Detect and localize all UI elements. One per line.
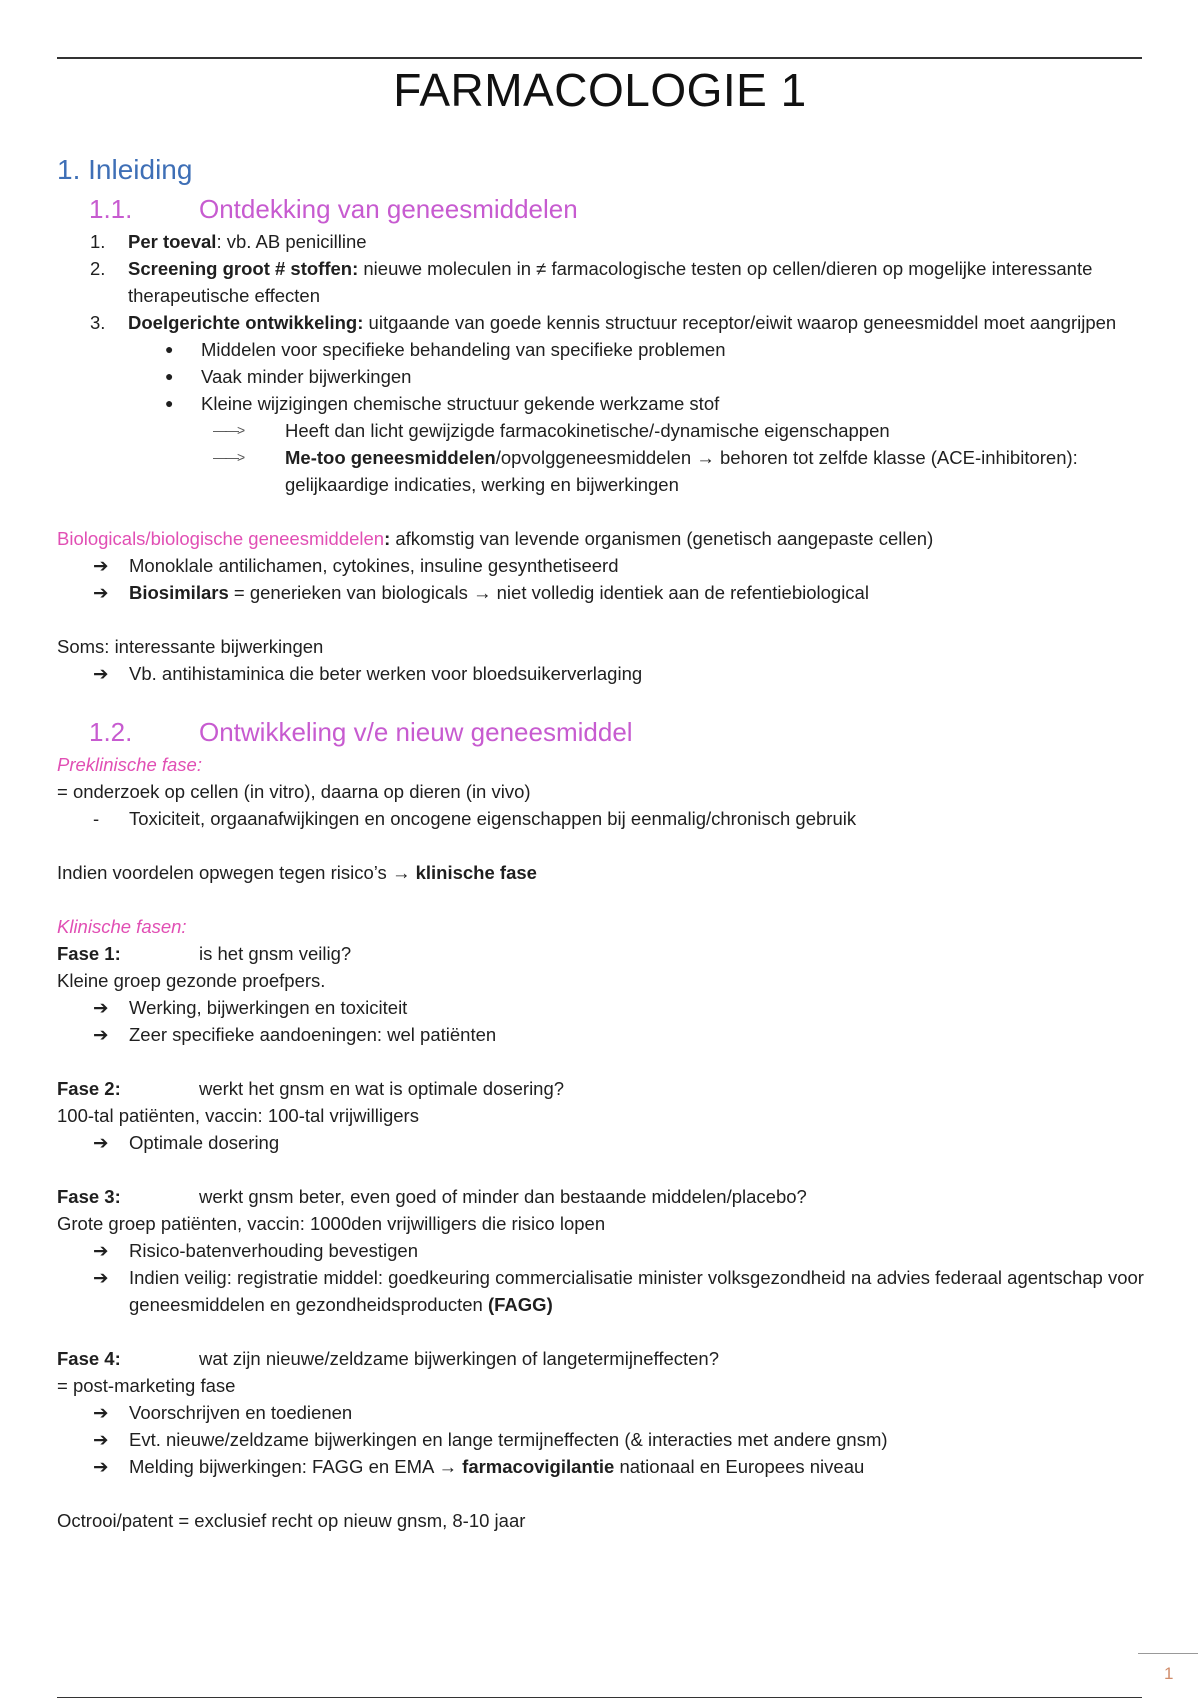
page-number-rule bbox=[1138, 1653, 1198, 1654]
fase-question: werkt het gnsm en wat is optimale dosering? bbox=[199, 1078, 565, 1099]
heading-1-2-number: 1.2. bbox=[89, 717, 133, 747]
arrow-text: Voorschrijven en toedienen bbox=[129, 1402, 353, 1423]
top-rule bbox=[57, 57, 1142, 59]
heading-1-1-title: Ontdekking van geneesmiddelen bbox=[199, 194, 578, 224]
arrow-item bbox=[57, 552, 1147, 579]
arrow-text: Vb. antihistaminica die beter werken voor bloedsuikerverlaging bbox=[129, 663, 643, 684]
arrow-icon: ➔ bbox=[93, 663, 109, 684]
page-title: FARMACOLOGIE 1 bbox=[393, 64, 807, 116]
arrow-text bbox=[129, 1264, 1147, 1318]
arrow-item bbox=[57, 1021, 1147, 1048]
item-number: 1. bbox=[90, 231, 106, 252]
fase-label: Fase 3: bbox=[57, 1186, 121, 1207]
item-rest: uitgaande van goede kennis structuur receptor/eiwit waarop geneesmiddel moet aangrijpen bbox=[363, 312, 1117, 333]
bullet-icon: ● bbox=[165, 341, 174, 357]
arrow-item bbox=[57, 1453, 1147, 1480]
arrow-icon: ➔ bbox=[93, 1456, 109, 1477]
fase-4-header bbox=[57, 1345, 1147, 1372]
indien-bold: klinische fase bbox=[415, 862, 537, 883]
fase-label: Fase 2: bbox=[57, 1078, 121, 1099]
arrow-icon: ➔ bbox=[93, 1240, 109, 1261]
heading-1-1-number: 1.1. bbox=[89, 194, 133, 224]
bullet-item bbox=[57, 336, 1147, 363]
long-arrow-icon: ——> bbox=[213, 422, 244, 438]
arrow-text: Monoklale antilichamen, cytokines, insuline gesynthetiseerd bbox=[129, 555, 619, 576]
item-rest: : vb. AB penicilline bbox=[216, 231, 367, 252]
arrow-text bbox=[129, 1453, 1147, 1480]
biologicals-line bbox=[57, 525, 1147, 552]
sub-arrow-item bbox=[57, 444, 1147, 498]
arrow-text: Evt. nieuwe/zeldzame bijwerkingen en lange termijneffecten (& interacties met andere gnsm) bbox=[129, 1429, 888, 1450]
arrow-icon: ➔ bbox=[93, 1132, 109, 1153]
colon: : bbox=[384, 528, 391, 549]
sub-arrow-item bbox=[57, 417, 1147, 444]
fase-question: wat zijn nieuwe/zeldzame bijwerkingen of langetermijneffecten? bbox=[199, 1348, 720, 1369]
arrow-item bbox=[57, 1399, 1147, 1426]
arrow-icon: ➔ bbox=[93, 1402, 109, 1423]
arrow-icon: ➔ bbox=[93, 997, 109, 1018]
arrow-item bbox=[57, 1426, 1147, 1453]
rest-text: nationaal en Europees niveau bbox=[614, 1456, 865, 1477]
sub-arrow-text bbox=[285, 444, 1147, 498]
numbered-item-1 bbox=[57, 228, 1147, 255]
document-body bbox=[57, 152, 1147, 1534]
fase-question: werkt gnsm beter, even goed of minder dan bestaande middelen/placebo? bbox=[199, 1186, 807, 1207]
fase-question: is het gnsm veilig? bbox=[199, 943, 352, 964]
arrow-text: Risico-batenverhouding bevestigen bbox=[129, 1240, 418, 1261]
bullet-text: Kleine wijzigingen chemische structuur gekende werkzame stof bbox=[201, 393, 720, 414]
bold-term: Me-too geneesmiddelen bbox=[285, 447, 496, 468]
item-rest: nieuwe moleculen in ≠ farmacologische testen op cellen/dieren op mogelijke interessante therapeutische effecten bbox=[128, 258, 1093, 306]
heading-1-2 bbox=[89, 715, 1147, 749]
item-number: 3. bbox=[90, 312, 106, 333]
rest-text: = generieken van biologicals → niet volledig identiek aan de refentiebiological bbox=[228, 582, 869, 603]
indien-text: Indien voordelen opwegen tegen risico’s → bbox=[57, 862, 416, 883]
arrow-icon: ➔ bbox=[93, 555, 109, 576]
arrow-item bbox=[57, 1237, 1147, 1264]
page-number: 1 bbox=[1164, 1664, 1174, 1683]
arrow-item bbox=[57, 579, 1147, 606]
fase-4-line: = post-marketing fase bbox=[57, 1375, 236, 1396]
bullet-item bbox=[57, 363, 1147, 390]
preklinische-label: Preklinische fase: bbox=[57, 754, 202, 775]
item-bold: Per toeval bbox=[128, 231, 217, 252]
item-bold: Screening groot # stoffen: bbox=[128, 258, 359, 279]
fase-label: Fase 4: bbox=[57, 1348, 121, 1369]
dash-icon: - bbox=[93, 808, 100, 829]
fase-2-header bbox=[57, 1075, 1147, 1102]
bold-term: farmacovigilantie bbox=[462, 1456, 615, 1477]
arrow-icon: ➔ bbox=[93, 1429, 109, 1450]
bottom-rule bbox=[57, 1697, 1142, 1698]
soms-line: Soms: interessante bijwerkingen bbox=[57, 636, 324, 657]
arrow-icon: ➔ bbox=[93, 1024, 109, 1045]
bullet-item bbox=[57, 390, 1147, 417]
arrow-item bbox=[57, 1264, 1147, 1318]
arrow-item bbox=[57, 994, 1147, 1021]
fase-1-line: Kleine groep gezonde proefpers. bbox=[57, 970, 326, 991]
fase-label: Fase 1: bbox=[57, 943, 121, 964]
item-text bbox=[128, 228, 1147, 255]
item-text bbox=[128, 309, 1147, 336]
item-number: 2. bbox=[90, 258, 106, 279]
fase-3-header bbox=[57, 1183, 1147, 1210]
arrow-item bbox=[57, 1129, 1147, 1156]
fase-1-header bbox=[57, 940, 1147, 967]
heading-inleiding: 1. Inleiding bbox=[57, 154, 193, 185]
arrow-icon: ➔ bbox=[93, 582, 109, 603]
pink-term: Biologicals/biologische geneesmiddelen bbox=[57, 528, 385, 549]
heading-1-1 bbox=[89, 192, 1147, 226]
arrow-text: Zeer specifieke aandoeningen: wel patiënten bbox=[129, 1024, 497, 1045]
bullet-icon: ● bbox=[165, 368, 174, 384]
numbered-item-3 bbox=[57, 309, 1147, 336]
arrow-text: Werking, bijwerkingen en toxiciteit bbox=[129, 997, 408, 1018]
dash-text: Toxiciteit, orgaanafwijkingen en oncogene eigenschappen bij eenmalig/chronisch gebruik bbox=[129, 808, 857, 829]
long-arrow-icon: ——> bbox=[213, 449, 244, 465]
preklinische-line: = onderzoek op cellen (in vitro), daarna op dieren (in vivo) bbox=[57, 781, 531, 802]
arrow-item bbox=[57, 660, 1147, 687]
rest-text: Melding bijwerkingen: FAGG en EMA → bbox=[129, 1456, 463, 1477]
bullet-text: Middelen voor specifieke behandeling van specifieke problemen bbox=[201, 339, 726, 360]
rest-text: Indien veilig: registratie middel: goedkeuring commercialisatie minister volksgezondheid na advies federaal agentschap voor geneesmiddelen en gezondheidsproducten bbox=[129, 1267, 1144, 1315]
bullet-icon: ● bbox=[165, 395, 174, 411]
fase-2-line: 100-tal patiënten, vaccin: 100-tal vrijwilligers bbox=[57, 1105, 419, 1126]
item-text bbox=[128, 255, 1147, 309]
bullet-text: Vaak minder bijwerkingen bbox=[201, 366, 412, 387]
bold-term: Biosimilars bbox=[129, 582, 229, 603]
bold-term: (FAGG) bbox=[487, 1294, 553, 1315]
indien-line bbox=[57, 859, 1147, 886]
sub-arrow-text: Heeft dan licht gewijzigde farmacokinetische/-dynamische eigenschappen bbox=[285, 420, 890, 441]
fase-3-line: Grote groep patiënten, vaccin: 1000den vrijwilligers die risico lopen bbox=[57, 1213, 606, 1234]
octrooi-line: Octrooi/patent = exclusief recht op nieuw gnsm, 8-10 jaar bbox=[57, 1510, 526, 1531]
arrow-icon: ➔ bbox=[93, 1267, 109, 1288]
arrow-text bbox=[129, 579, 1147, 606]
numbered-item-2 bbox=[57, 255, 1147, 309]
arrow-text: Optimale dosering bbox=[129, 1132, 280, 1153]
rest-text: /opvolggeneesmiddelen → behoren tot zelfde klasse (ACE-inhibitoren): gelijkaardige indicaties, werking en bijwerkingen bbox=[285, 447, 1078, 495]
klinische-label: Klinische fasen: bbox=[57, 916, 187, 937]
item-bold: Doelgerichte ontwikkeling: bbox=[128, 312, 364, 333]
rest-text: afkomstig van levende organismen (genetisch aangepaste cellen) bbox=[390, 528, 934, 549]
heading-1-2-title: Ontwikkeling v/e nieuw geneesmiddel bbox=[199, 717, 633, 747]
dash-item bbox=[57, 805, 1147, 832]
